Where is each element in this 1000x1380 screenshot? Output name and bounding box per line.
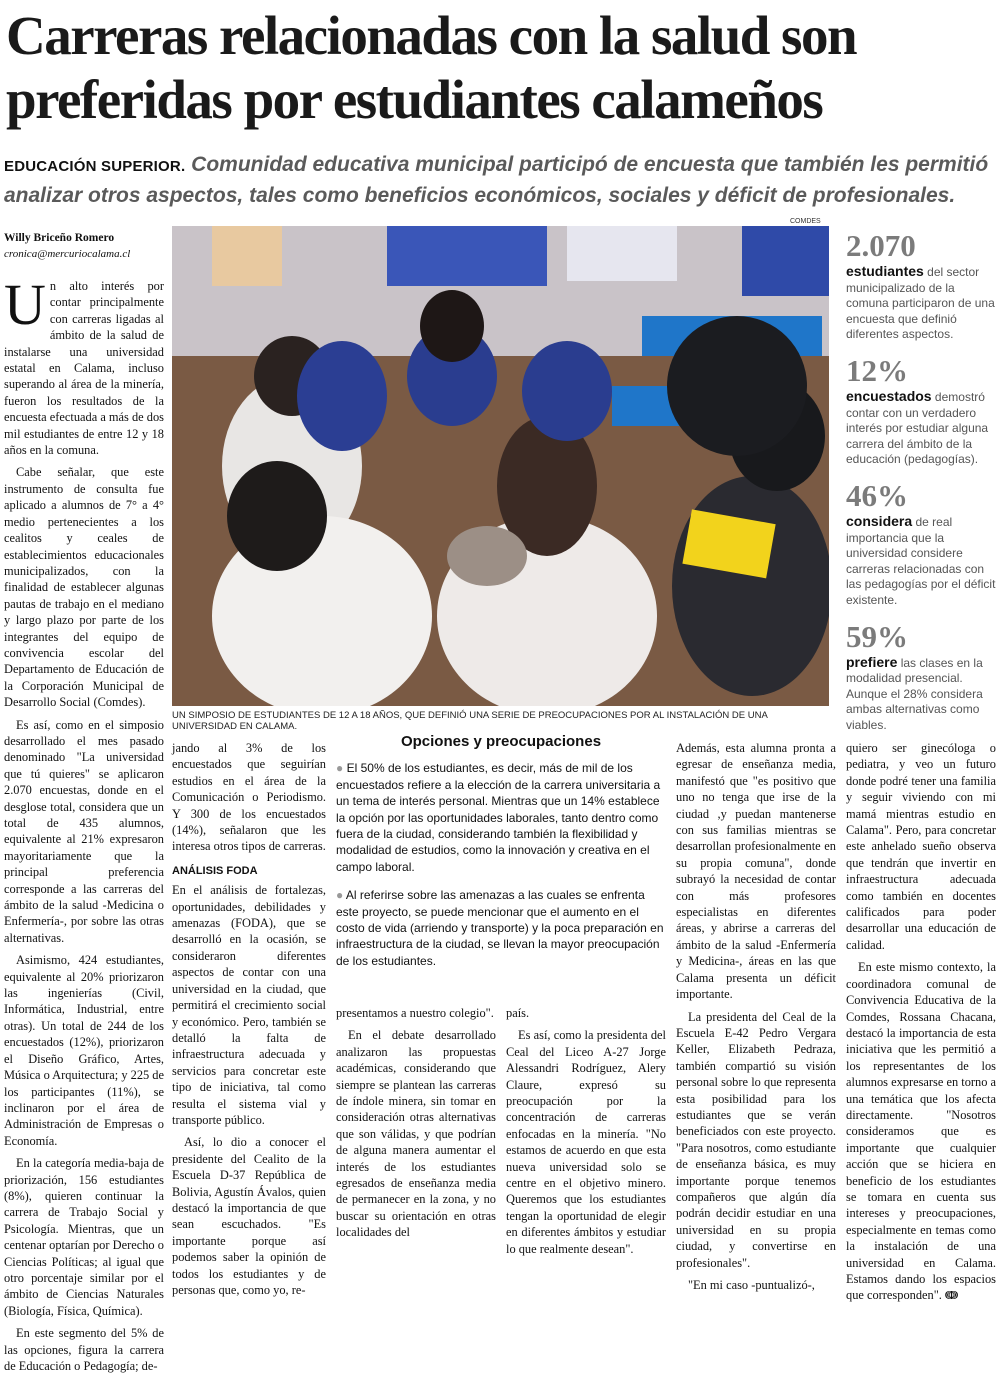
paragraph-text: En este mismo contexto, la coordinadora comunal de Convivencia Educativa de la Comdes, Rossana Chacana, destacó la importancia de esta iniciativa que les permitió a los representantes de los alumnos expresarse en torno a una temática que los afecta directamente. "Nosotros consideramos que es importante que cualquier acción que se hiciera en beneficio de los estudiantes se tomara en cuenta sus intereses y preocupaciones, especialmente en temas como la instalación de una universidad en Calama. Estamos dando los espacios que corresponden".	[846, 960, 997, 1303]
column-3	[336, 1005, 496, 1247]
stat-text: las clases en la modalidad presencial. Aunque el 28% considera ambas alternativas como viables.	[846, 655, 983, 732]
stat-description	[846, 389, 996, 468]
bullet-icon: ●	[336, 761, 344, 776]
headline: Carreras relacionadas con la salud son preferidas por estudiantes calameños	[6, 5, 857, 130]
photo	[172, 226, 829, 706]
paragraph: Asimismo, 424 estudiantes, equivalente al 20% priorizaron las ingenierías (Civil, Informática, Industrial, entre otras). Un total de 244 de los encuestados (12%), priorizaron el Diseño Gráfico, Artes, Música o Arquitectura; y 225 de los participantes (11%), se inclinaron por el área de Administración de Empresas o Economía.	[4, 953, 165, 1148]
stat-text: de real importancia que la universidad considere carreras relacionadas con las pedagogías por el déficit existente.	[846, 514, 996, 607]
deck-text: Comunidad educativa municipal participó de encuesta que también les permitió analizar otros aspectos, tales como beneficios económicos, sociales y déficit de profesionales.	[4, 153, 989, 207]
stat-item	[846, 619, 996, 734]
column-4	[506, 1005, 666, 1263]
stat-item	[846, 478, 996, 609]
stat-keyword: considera	[846, 512, 913, 529]
stat-description	[846, 264, 996, 343]
stat-item	[846, 228, 996, 343]
stat-keyword: prefiere	[846, 653, 898, 670]
box-paragraph	[336, 887, 666, 969]
drop-cap: U	[4, 272, 46, 337]
paragraph	[846, 959, 996, 1304]
box-text: Al referirse sobre las amenazas a las cuales se enfrenta este proyecto, se puede mencionar que el aumento en el costo de vida (arriendo y transporte) y la poca preparación en infraestructura de la ciudad, se llevan la mayor preocupación de los estudiantes.	[336, 888, 664, 968]
photo-illustration	[172, 226, 829, 706]
stat-text: demostró contar con un verdadero interés por estudiar alguna carrera del ámbito de la educación (pedagogías).	[846, 389, 989, 467]
paragraph: país.	[506, 1006, 530, 1020]
bullet-icon: ●	[336, 888, 344, 903]
deck-kicker: EDUCACIÓN SUPERIOR.	[4, 158, 186, 175]
photo-caption: UN SIMPOSIO DE ESTUDIANTES DE 12 A 18 AÑOS, QUE DEFINIÓ UNA SERIE DE PREOCUPACIONES POR AL INSTALACIÓN DE UNA UNIVERSIDAD EN CALAMA.	[172, 710, 768, 732]
column-5	[676, 740, 836, 1299]
paragraph: En el análisis de fortalezas, oportunidades, debilidades y amenazas (FODA), que se desarrolló en la ocasión, se consideraron diferentes aspectos de contar con una universidad en la ciudad, que permitirá el crecimiento social y económico. Pero, también se detalló la falta de infraestructura adecuada y servicios para concretar este tipo de iniciativa, tal como resulta el sistema vial y transporte público.	[172, 883, 326, 1127]
column-1	[4, 272, 165, 1380]
end-mark-icon: ↈ	[945, 1288, 959, 1303]
paragraph: Es así, como la presidenta del Ceal del Liceo A-27 Jorge Alessandri Rodríguez, Alery Claure, expresó su preocupación por la concentración de carreras enfocadas en la minería. "No estamos de acuerdo en que esta nueva universidad solo se centre en el objetivo minero. Queremos que los estudiantes tengan la oportunidad de elegir en diferentes ámbitos y estudiar lo que realmente desean".	[506, 1028, 666, 1256]
paragraph: Además, esta alumna pronta a egresar de enseñanza media, manifestó que "es positivo que uno no tenga que irse de la ciudad ,y puedan mantenerse con sus familias mientras se desarrollan profesionalmente en su propia comuna", donde subrayó la necesidad de contar con más profesores especialistas en diferentes áreas, y abrirse a carreras del ámbito de la salud -Enfermería y Medicina-, áreas en las que Calama presenta un déficit importante.	[676, 741, 836, 1002]
stat-item	[846, 353, 996, 468]
stats-sidebar	[846, 228, 996, 743]
stat-keyword: estudiantes	[846, 263, 924, 279]
paragraph: quiero ser ginecóloga o pediatra, y veo un futuro donde podré tener una familia y seguir viviendo con mi mamá mientras estudio en Calama". Pero, para concretar este anhelado sueño observa que tendrán que invertir en infraestructura adecuada como también en docentes calificados para poder desarrollar una educación de calidad.	[846, 741, 996, 952]
sidebar-box	[336, 730, 666, 981]
section-heading: ANÁLISIS FODA	[172, 864, 258, 877]
stat-description	[846, 514, 996, 609]
stat-value: 59%	[846, 618, 908, 654]
author-email: cronica@mercuriocalama.cl	[4, 248, 131, 260]
stat-description	[846, 655, 996, 734]
author-name: Willy Briceño Romero	[4, 232, 115, 244]
paragraph: Cabe señalar, que este instrumento de consulta fue aplicado a alumnos de 7° a 4° medio pertenecientes a los cealitos y ceales de establecimientos educacionales municipalizados, con la finalidad de establecer algunas pautas de trabajo en el mediano y largo plazo por parte de los integrantes del equipo de convivencia escolar del Departamento de Educación de la Corporación Municipal de Desarrollo Social (Comdes).	[4, 465, 164, 710]
paragraph-text: n alto interés por contar principalmente con carreras ligadas al ámbito de la salud de instalarse una universidad estatal en Calama, incluso superando al área de la minería, fueron los resultados de la encuesta efectuada a más de dos mil estudiantes de entre 12 y 18 años en la comuna.	[4, 279, 164, 458]
paragraph: En este segmento del 5% de las opciones, figura la carrera de Educación o Pedagogía; de-	[4, 1326, 164, 1373]
deck	[4, 150, 994, 210]
stat-text: del sector municipalizado de la comuna participaron de una encuesta que definió diferentes aspectos.	[846, 265, 995, 342]
paragraph: En el debate desarrollado analizaron las propuestas académicas, considerando que siempre se plantean las carreras de índole minera, sin tomar en consideración otras alternativas que son válidas, y que podrían de alguna manera aumentar el interés de los estudiantes egresados de enseñanza media de permanecer en la zona, y no buscar su orientación en otras localidades del	[336, 1028, 496, 1240]
paragraph: jando al 3% de los encuestados que seguirían estudios en el área de la Comunicación o Periodismo. Y 300 de los encuestados (14%), señalaron que les interesa otros tipos de carreras.	[172, 741, 326, 854]
box-title: Opciones y preocupaciones	[400, 733, 602, 750]
paragraph	[4, 272, 164, 458]
stat-value: 46%	[846, 477, 908, 513]
paragraph: "En mi caso -puntualizó-,	[688, 1278, 815, 1292]
stat-value: 2.070	[846, 228, 916, 263]
byline	[4, 232, 164, 260]
column-6	[846, 740, 996, 1310]
photo-credit: COMDES	[790, 218, 821, 225]
stat-keyword: encuestados	[846, 387, 932, 404]
paragraph: En la categoría media-baja de priorización, 156 estudiantes (8%), quieren continuar la carrera de Trabajo Social y Psicología. Mientras, que un centenar optarían por Derecho o Ciencias Políticas; al igual que otro porcentaje similar por el ámbito de Ciencias Naturales (Biología, Física, Química).	[4, 1156, 164, 1318]
paragraph: Así, lo dio a conocer el presidente del Cealito de la Escuela D-37 República de Bolivia, Agustín Ávalos, quien destacó la importancia de que sean escuchados. "Es importante porque así podemos saber la opinión de todos los estudiantes y de personas que, como yo, re-	[172, 1135, 326, 1297]
paragraph: La presidenta del Ceal de la Escuela E-42 Pedro Vergara Keller, Elizabeth Pedraza, también compartió su visión personal sobre lo que representa esta posibilidad para los estudiantes que se verán beneficiados con este proyecto. "Para nosotros, como estudiante de enseñanza básica, es muy importante porque tenemos compañeros que algún día podrán decidir estudiar en una universidad en su propia ciudad, y convertirse en profesionales".	[676, 1009, 836, 1270]
paragraph: Es así, como en el simposio desarrollado el mes pasado denominado "La universidad que tú quieres" se aplicaron 2.070 encuestas, donde en el desglose total, considera que un total de 435 alumnos, equivalente al 21% expresaron mayoritariamente que la principal preferencia corresponde a las carreras del ámbito de la salud -Medicina o Enfermería-, por sobre las otras alternativas.	[4, 717, 164, 945]
stat-value: 12%	[846, 352, 908, 388]
box-paragraph	[336, 760, 666, 875]
paragraph: presentamos a nuestro colegio".	[336, 1006, 494, 1020]
box-text: El 50% de los estudiantes, es decir, más de mil de los encuestados refiere a la elección de la carrera universitaria a un tema de interés personal. Mientras que un 14% establece la opción por las oportunidades laborales, tanto dentro como fuera de la ciudad, considerando también la flexibilidad y modalidad de estudios, como la innovación y creativa en el campo laboral.	[336, 761, 661, 874]
column-2	[172, 740, 326, 1304]
